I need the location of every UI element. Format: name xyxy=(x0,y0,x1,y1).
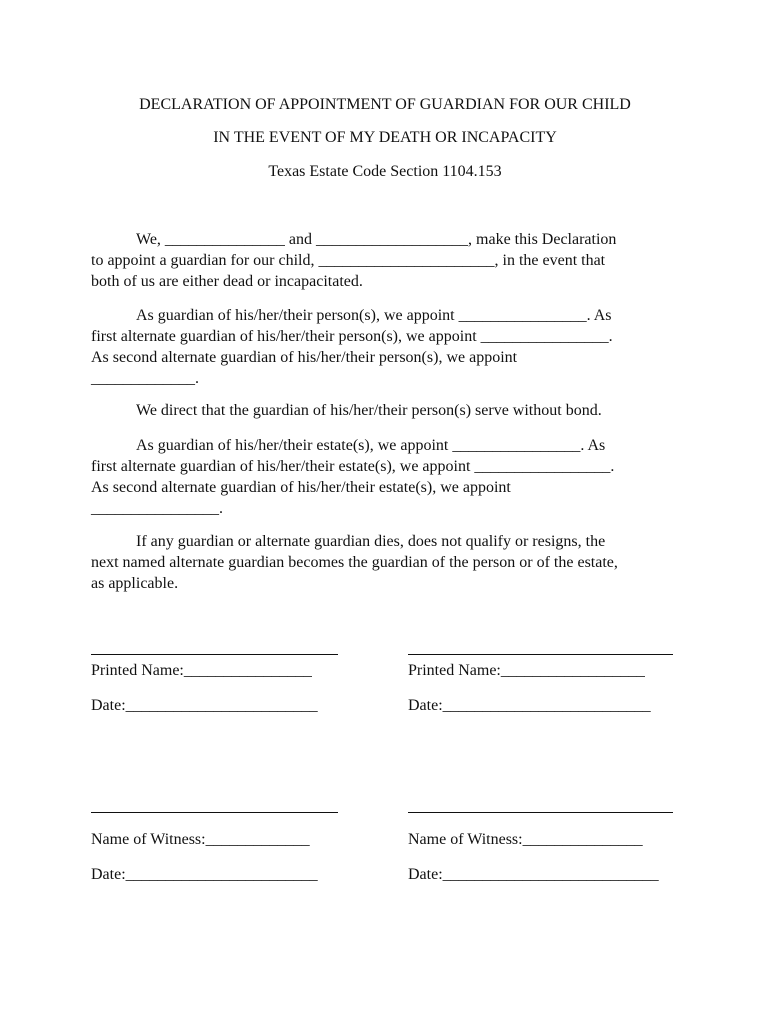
document-subtitle: Texas Estate Code Section 1104.153 xyxy=(268,163,502,180)
paragraph-line: to appoint a guardian for our child, ______________________, in the event that xyxy=(91,252,606,269)
paragraph-line: first alternate guardian of his/her/their person(s), we appoint ________________. xyxy=(91,328,613,345)
person-guardian-paragraph xyxy=(91,305,681,389)
paragraph-line: next named alternate guardian becomes the guardian of the person or of the estate, xyxy=(91,554,618,571)
right-signature-line[interactable] xyxy=(408,654,673,655)
left-signature-line[interactable] xyxy=(91,654,338,655)
left-witness-signature-line[interactable] xyxy=(91,812,338,813)
paragraph-line: As second alternate guardian of his/her/their person(s), we appoint xyxy=(91,349,518,366)
estate-guardian-paragraph xyxy=(91,435,681,519)
paragraph-line: We direct that the guardian of his/her/their person(s) serve without bond. xyxy=(136,402,602,419)
paragraph-line: ________________. xyxy=(91,500,223,517)
left-printed-name-field[interactable]: Printed Name:________________ xyxy=(91,662,312,679)
left-date-field[interactable]: Date:________________________ xyxy=(91,697,318,714)
bond-paragraph xyxy=(91,400,681,421)
right-witness-signature-line[interactable] xyxy=(408,812,673,813)
paragraph-line: as applicable. xyxy=(91,575,179,592)
right-witness-name-field[interactable]: Name of Witness:_______________ xyxy=(408,831,643,848)
paragraph-line: As guardian of his/her/their person(s), we appoint ________________. As xyxy=(136,307,612,324)
document-title-line-1: DECLARATION OF APPOINTMENT OF GUARDIAN FOR OUR CHILD xyxy=(139,96,631,113)
right-witness-date-field[interactable]: Date:___________________________ xyxy=(408,866,659,883)
paragraph-line: If any guardian or alternate guardian dies, does not qualify or resigns, the xyxy=(136,533,606,550)
paragraph-line: We, _______________ and ___________________, make this Declaration xyxy=(136,231,617,248)
document-title-line-2: IN THE EVENT OF MY DEATH OR INCAPACITY xyxy=(213,129,557,146)
paragraph-line: both of us are either dead or incapacitated. xyxy=(91,273,363,290)
left-witness-date-field[interactable]: Date:________________________ xyxy=(91,866,318,883)
left-witness-name-field[interactable]: Name of Witness:_____________ xyxy=(91,831,310,848)
right-date-field[interactable]: Date:__________________________ xyxy=(408,697,651,714)
paragraph-line: _____________. xyxy=(91,370,199,387)
paragraph-line: As guardian of his/her/their estate(s), we appoint ________________. As xyxy=(136,437,606,454)
paragraph-line: first alternate guardian of his/her/their estate(s), we appoint _________________. xyxy=(91,458,615,475)
declaration-paragraph xyxy=(91,229,681,292)
paragraph-line: As second alternate guardian of his/her/their estate(s), we appoint xyxy=(91,479,511,496)
succession-paragraph xyxy=(91,531,681,594)
right-printed-name-field[interactable]: Printed Name:__________________ xyxy=(408,662,645,679)
